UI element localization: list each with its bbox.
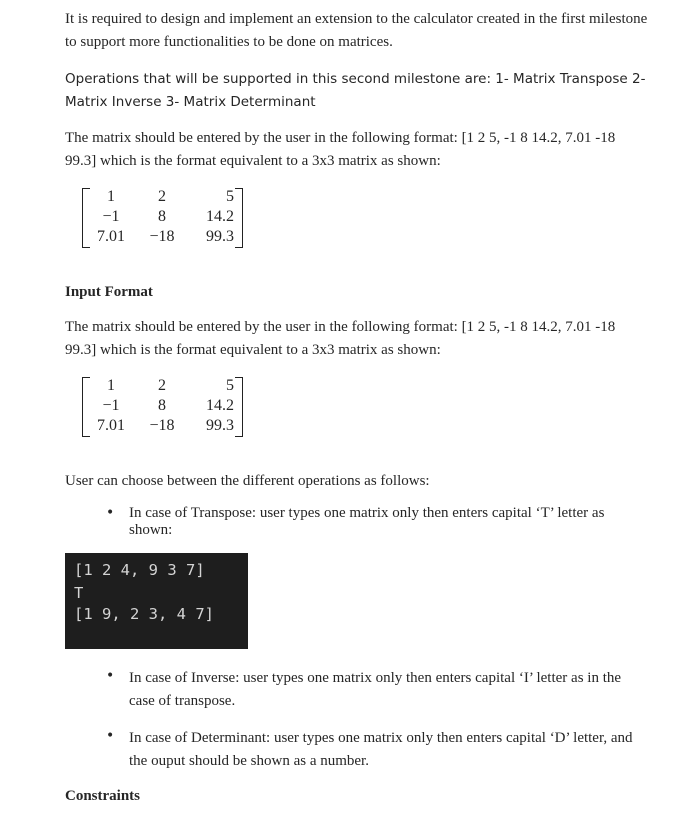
bullet-marker: • <box>106 505 115 521</box>
matrix-example <box>82 376 242 438</box>
bullet-marker: • <box>106 668 115 684</box>
code-line: [1 9, 2 3, 4 7] <box>74 605 214 623</box>
code-example-block <box>65 553 248 649</box>
matrix-cell: 99.3 <box>206 417 234 434</box>
matrix-cell: 2 <box>158 377 166 394</box>
inverse-bullet: In case of Inverse: user types one matrix only then enters capital ‘I’ letter as in the case of transpose. <box>129 670 622 709</box>
constraints-heading: Constraints <box>65 788 141 804</box>
matrix-cell: 99.3 <box>206 228 234 245</box>
matrix-cell: 5 <box>226 377 234 394</box>
matrix-example <box>82 187 242 249</box>
input-format-heading: Input Format <box>65 284 153 300</box>
code-line: [1 2 4, 9 3 7] <box>74 561 205 579</box>
matrix-cell: −18 <box>149 417 175 434</box>
matrix-cell: 2 <box>158 188 166 205</box>
matrix-cell: 7.01 <box>97 417 125 434</box>
matrix-cell: 7.01 <box>97 228 125 245</box>
matrix-cell: 14.2 <box>206 208 234 225</box>
matrix-cell: 1 <box>107 377 115 394</box>
transpose-bullet: In case of Transpose: user types one matrix only then enters capital ‘T’ letter as shown: <box>129 505 605 538</box>
matrix-cell: −1 <box>102 208 120 225</box>
matrix-cell: −1 <box>102 397 120 414</box>
intro-paragraph: It is required to design and implement an extension to the calculator created in the first milestone to support more functionalities to be done on matrices. <box>65 11 648 50</box>
operations-choice-paragraph: User can choose between the different operations as follows: <box>65 473 430 489</box>
matrix-cell: 5 <box>226 188 234 205</box>
operations-paragraph: Operations that will be supported in this second milestone are: 1- Matrix Transpose 2- Matrix Inverse 3- Matrix Determinant <box>65 71 646 110</box>
matrix-right-bracket <box>235 377 243 437</box>
matrix-format-paragraph: The matrix should be entered by the user in the following format: [1 2 5, -1 8 14.2, 7.01 -18 99.3] which is the format equivalent to a 3x3 matrix as shown: <box>65 130 616 169</box>
matrix-cell: 8 <box>158 208 166 225</box>
determinant-bullet: In case of Determinant: user types one matrix only then enters capital ‘D’ letter, and the ouput should be shown as a number. <box>129 730 633 769</box>
matrix-cell: 8 <box>158 397 166 414</box>
matrix-cell: 14.2 <box>206 397 234 414</box>
bullet-marker: • <box>106 728 115 744</box>
matrix-cell: −18 <box>149 228 175 245</box>
matrix-right-bracket <box>235 188 243 248</box>
matrix-cell: 1 <box>107 188 115 205</box>
input-format-paragraph: The matrix should be entered by the user in the following format: [1 2 5, -1 8 14.2, 7.01 -18 99.3] which is the format equivalent to a 3x3 matrix as shown: <box>65 319 616 358</box>
code-line: T <box>74 584 84 602</box>
